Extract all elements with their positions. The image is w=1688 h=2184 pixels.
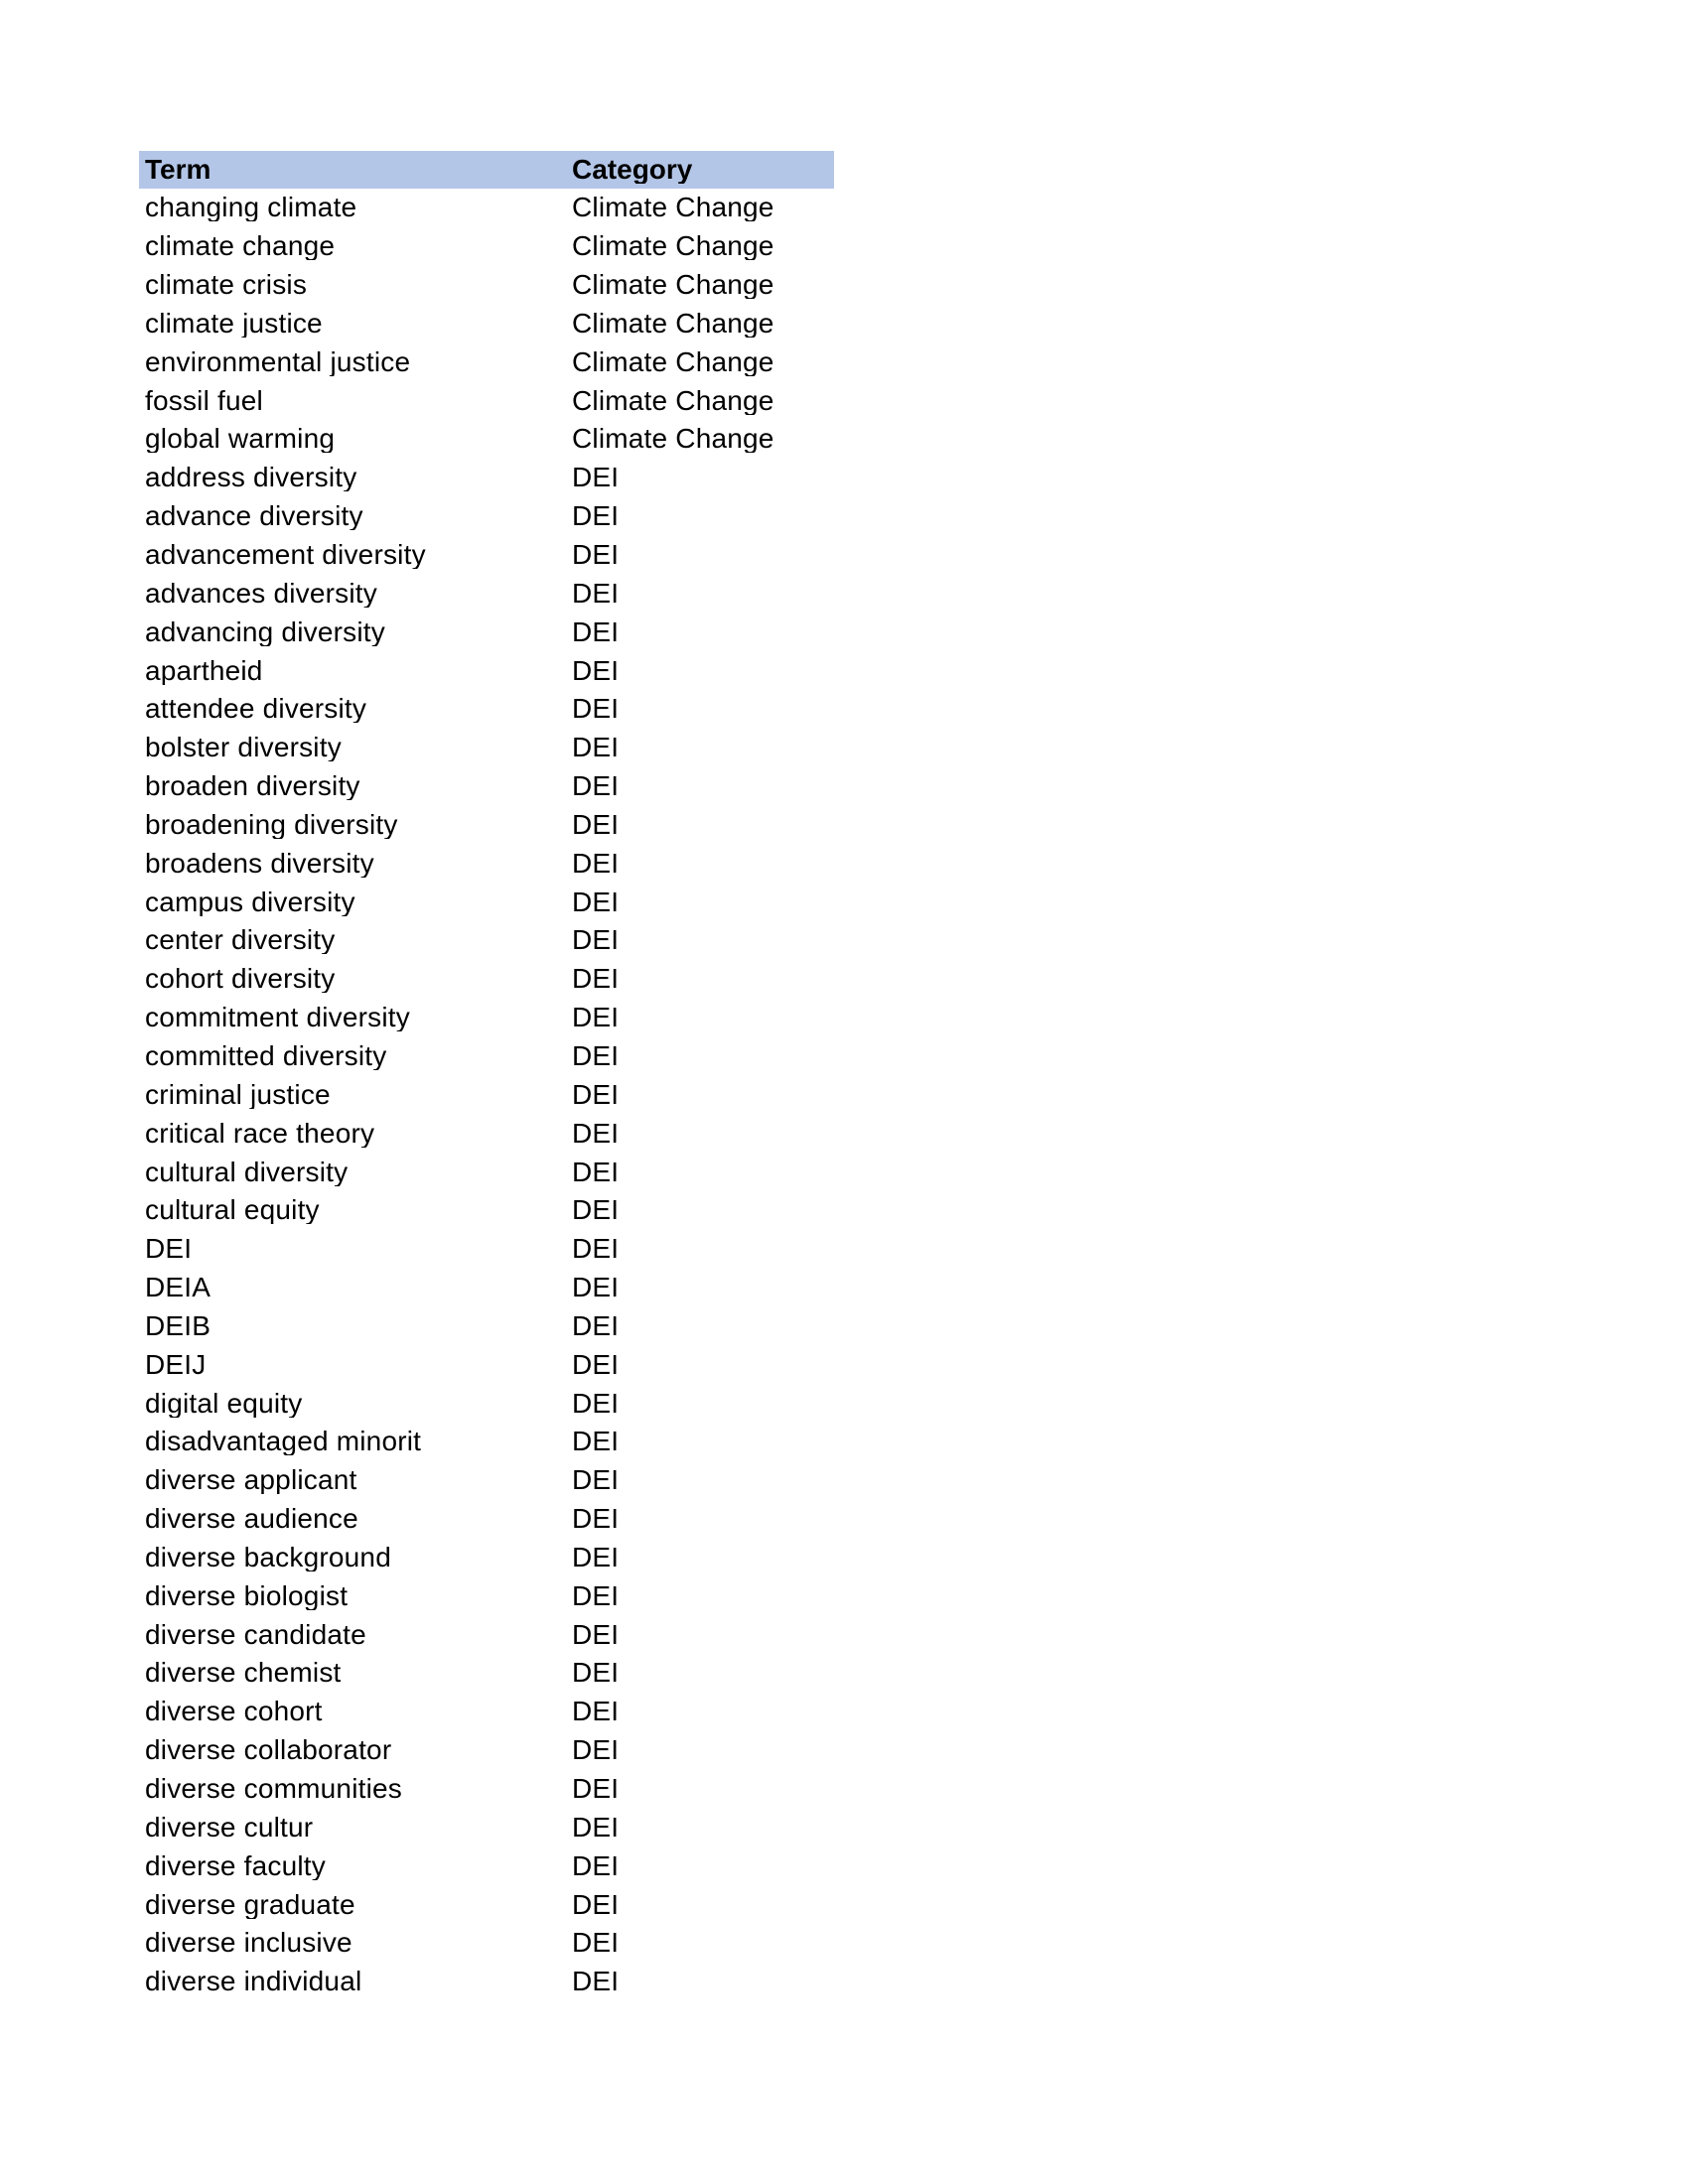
table-row: [139, 1885, 834, 1924]
category-cell: DEI: [572, 1196, 620, 1225]
term-cell: cultural equity: [145, 1196, 320, 1225]
header-category: Category: [572, 156, 693, 184]
term-cell: criminal justice: [145, 1080, 331, 1109]
category-cell: DEI: [572, 502, 620, 531]
term-cell: bolster diversity: [145, 734, 342, 762]
table-row: [139, 227, 834, 266]
category-cell: DEI: [572, 1158, 620, 1186]
table-body: [139, 189, 834, 2001]
category-cell: DEI: [572, 1041, 620, 1070]
category-cell: DEI: [572, 1659, 620, 1688]
term-cell: commitment diversity: [145, 1004, 410, 1032]
term-category-table: [139, 151, 834, 2001]
table-row: [139, 651, 834, 690]
table-row: [139, 729, 834, 767]
table-row: [139, 767, 834, 806]
term-cell: diverse background: [145, 1543, 391, 1571]
term-cell: diverse audience: [145, 1505, 358, 1534]
term-cell: diverse graduate: [145, 1890, 355, 1919]
category-cell: DEI: [572, 1428, 620, 1456]
term-cell: environmental justice: [145, 347, 411, 376]
table-row: [139, 1963, 834, 2001]
term-cell: disadvantaged minorit: [145, 1428, 422, 1456]
table-row: [139, 1191, 834, 1230]
term-cell: address diversity: [145, 464, 357, 492]
table-row: [139, 921, 834, 960]
term-cell: diverse cultur: [145, 1813, 314, 1842]
term-cell: climate crisis: [145, 271, 308, 300]
term-cell: climate change: [145, 232, 336, 261]
term-cell: diverse chemist: [145, 1659, 342, 1688]
category-cell: DEI: [572, 1968, 620, 1996]
table-row: [139, 305, 834, 343]
category-cell: DEI: [572, 772, 620, 801]
category-cell: DEI: [572, 1581, 620, 1610]
category-cell: Climate Change: [572, 347, 774, 376]
category-cell: Climate Change: [572, 232, 774, 261]
category-cell: DEI: [572, 656, 620, 685]
term-cell: attendee diversity: [145, 695, 367, 724]
category-cell: Climate Change: [572, 309, 774, 338]
table-row: [139, 1924, 834, 1963]
table-row: [139, 1808, 834, 1846]
table-row: [139, 459, 834, 497]
term-cell: committed diversity: [145, 1041, 387, 1070]
term-cell: diverse candidate: [145, 1620, 366, 1649]
table-row: [139, 613, 834, 651]
term-cell: advancing diversity: [145, 617, 385, 646]
table-row: [139, 1461, 834, 1500]
term-cell: cultural diversity: [145, 1158, 349, 1186]
table-row: [139, 1423, 834, 1461]
category-cell: DEI: [572, 695, 620, 724]
category-cell: DEI: [572, 1620, 620, 1649]
table-row: [139, 1615, 834, 1654]
term-cell: diverse communities: [145, 1775, 402, 1804]
category-cell: DEI: [572, 1235, 620, 1264]
term-cell: diverse collaborator: [145, 1736, 392, 1765]
category-cell: DEI: [572, 464, 620, 492]
term-cell: DEIA: [145, 1274, 211, 1302]
category-cell: DEI: [572, 1389, 620, 1418]
category-cell: DEI: [572, 1543, 620, 1571]
term-cell: broadens diversity: [145, 849, 374, 878]
category-cell: DEI: [572, 926, 620, 955]
category-cell: DEI: [572, 1698, 620, 1726]
term-cell: DEIB: [145, 1311, 211, 1340]
term-cell: campus diversity: [145, 887, 355, 916]
term-cell: DEI: [145, 1235, 193, 1264]
category-cell: DEI: [572, 1004, 620, 1032]
term-cell: apartheid: [145, 656, 263, 685]
term-cell: diverse individual: [145, 1968, 362, 1996]
category-cell: Climate Change: [572, 425, 774, 454]
category-cell: DEI: [572, 541, 620, 570]
table-row: [139, 1770, 834, 1809]
table-row: [139, 574, 834, 613]
header-term: Term: [145, 156, 211, 184]
term-cell: global warming: [145, 425, 336, 454]
table-row: [139, 1075, 834, 1114]
category-cell: DEI: [572, 810, 620, 839]
table-row: [139, 266, 834, 305]
category-cell: DEI: [572, 1929, 620, 1958]
table-row: [139, 999, 834, 1037]
term-cell: center diversity: [145, 926, 336, 955]
term-cell: diverse biologist: [145, 1581, 349, 1610]
table-row: [139, 844, 834, 883]
table-row: [139, 1693, 834, 1731]
term-cell: diverse inclusive: [145, 1929, 352, 1958]
table-row: [139, 1037, 834, 1076]
term-cell: broadening diversity: [145, 810, 398, 839]
category-cell: DEI: [572, 887, 620, 916]
table-row: [139, 1846, 834, 1885]
category-cell: Climate Change: [572, 271, 774, 300]
table-row: [139, 342, 834, 381]
category-cell: DEI: [572, 1466, 620, 1495]
table-row: [139, 1576, 834, 1615]
table-row: [139, 1269, 834, 1307]
category-cell: DEI: [572, 734, 620, 762]
table-row: [139, 1114, 834, 1153]
category-cell: DEI: [572, 965, 620, 994]
table-row: [139, 1230, 834, 1269]
table-row: [139, 1384, 834, 1423]
term-cell: diverse faculty: [145, 1851, 326, 1880]
table-row: [139, 536, 834, 575]
table-row: [139, 1345, 834, 1384]
table-row: [139, 1731, 834, 1770]
table-row: [139, 1306, 834, 1345]
category-cell: DEI: [572, 1311, 620, 1340]
category-cell: Climate Change: [572, 386, 774, 415]
category-cell: DEI: [572, 1813, 620, 1842]
table-row: [139, 497, 834, 536]
category-cell: DEI: [572, 1119, 620, 1148]
category-cell: DEI: [572, 1851, 620, 1880]
term-cell: advances diversity: [145, 579, 377, 608]
table-row: [139, 690, 834, 729]
term-cell: broaden diversity: [145, 772, 360, 801]
category-cell: DEI: [572, 1274, 620, 1302]
table-row: [139, 420, 834, 459]
category-cell: DEI: [572, 1505, 620, 1534]
term-cell: critical race theory: [145, 1119, 375, 1148]
category-cell: DEI: [572, 1775, 620, 1804]
table-row: [139, 1500, 834, 1539]
term-cell: advance diversity: [145, 502, 363, 531]
term-cell: climate justice: [145, 309, 323, 338]
term-cell: changing climate: [145, 194, 357, 222]
category-cell: DEI: [572, 617, 620, 646]
term-cell: DEIJ: [145, 1350, 207, 1379]
table-row: [139, 1654, 834, 1693]
table-row: [139, 381, 834, 420]
category-cell: DEI: [572, 1080, 620, 1109]
table-row: [139, 1153, 834, 1191]
category-cell: Climate Change: [572, 194, 774, 222]
term-cell: diverse cohort: [145, 1698, 323, 1726]
category-cell: DEI: [572, 1890, 620, 1919]
table-row: [139, 960, 834, 999]
table-header-row: [139, 151, 834, 189]
category-cell: DEI: [572, 849, 620, 878]
table-row: [139, 806, 834, 845]
table-row: [139, 883, 834, 921]
term-cell: cohort diversity: [145, 965, 336, 994]
table-row: [139, 189, 834, 227]
category-cell: DEI: [572, 579, 620, 608]
category-cell: DEI: [572, 1350, 620, 1379]
term-cell: diverse applicant: [145, 1466, 357, 1495]
table-row: [139, 1539, 834, 1577]
term-cell: advancement diversity: [145, 541, 426, 570]
term-cell: digital equity: [145, 1389, 303, 1418]
term-cell: fossil fuel: [145, 386, 263, 415]
category-cell: DEI: [572, 1736, 620, 1765]
